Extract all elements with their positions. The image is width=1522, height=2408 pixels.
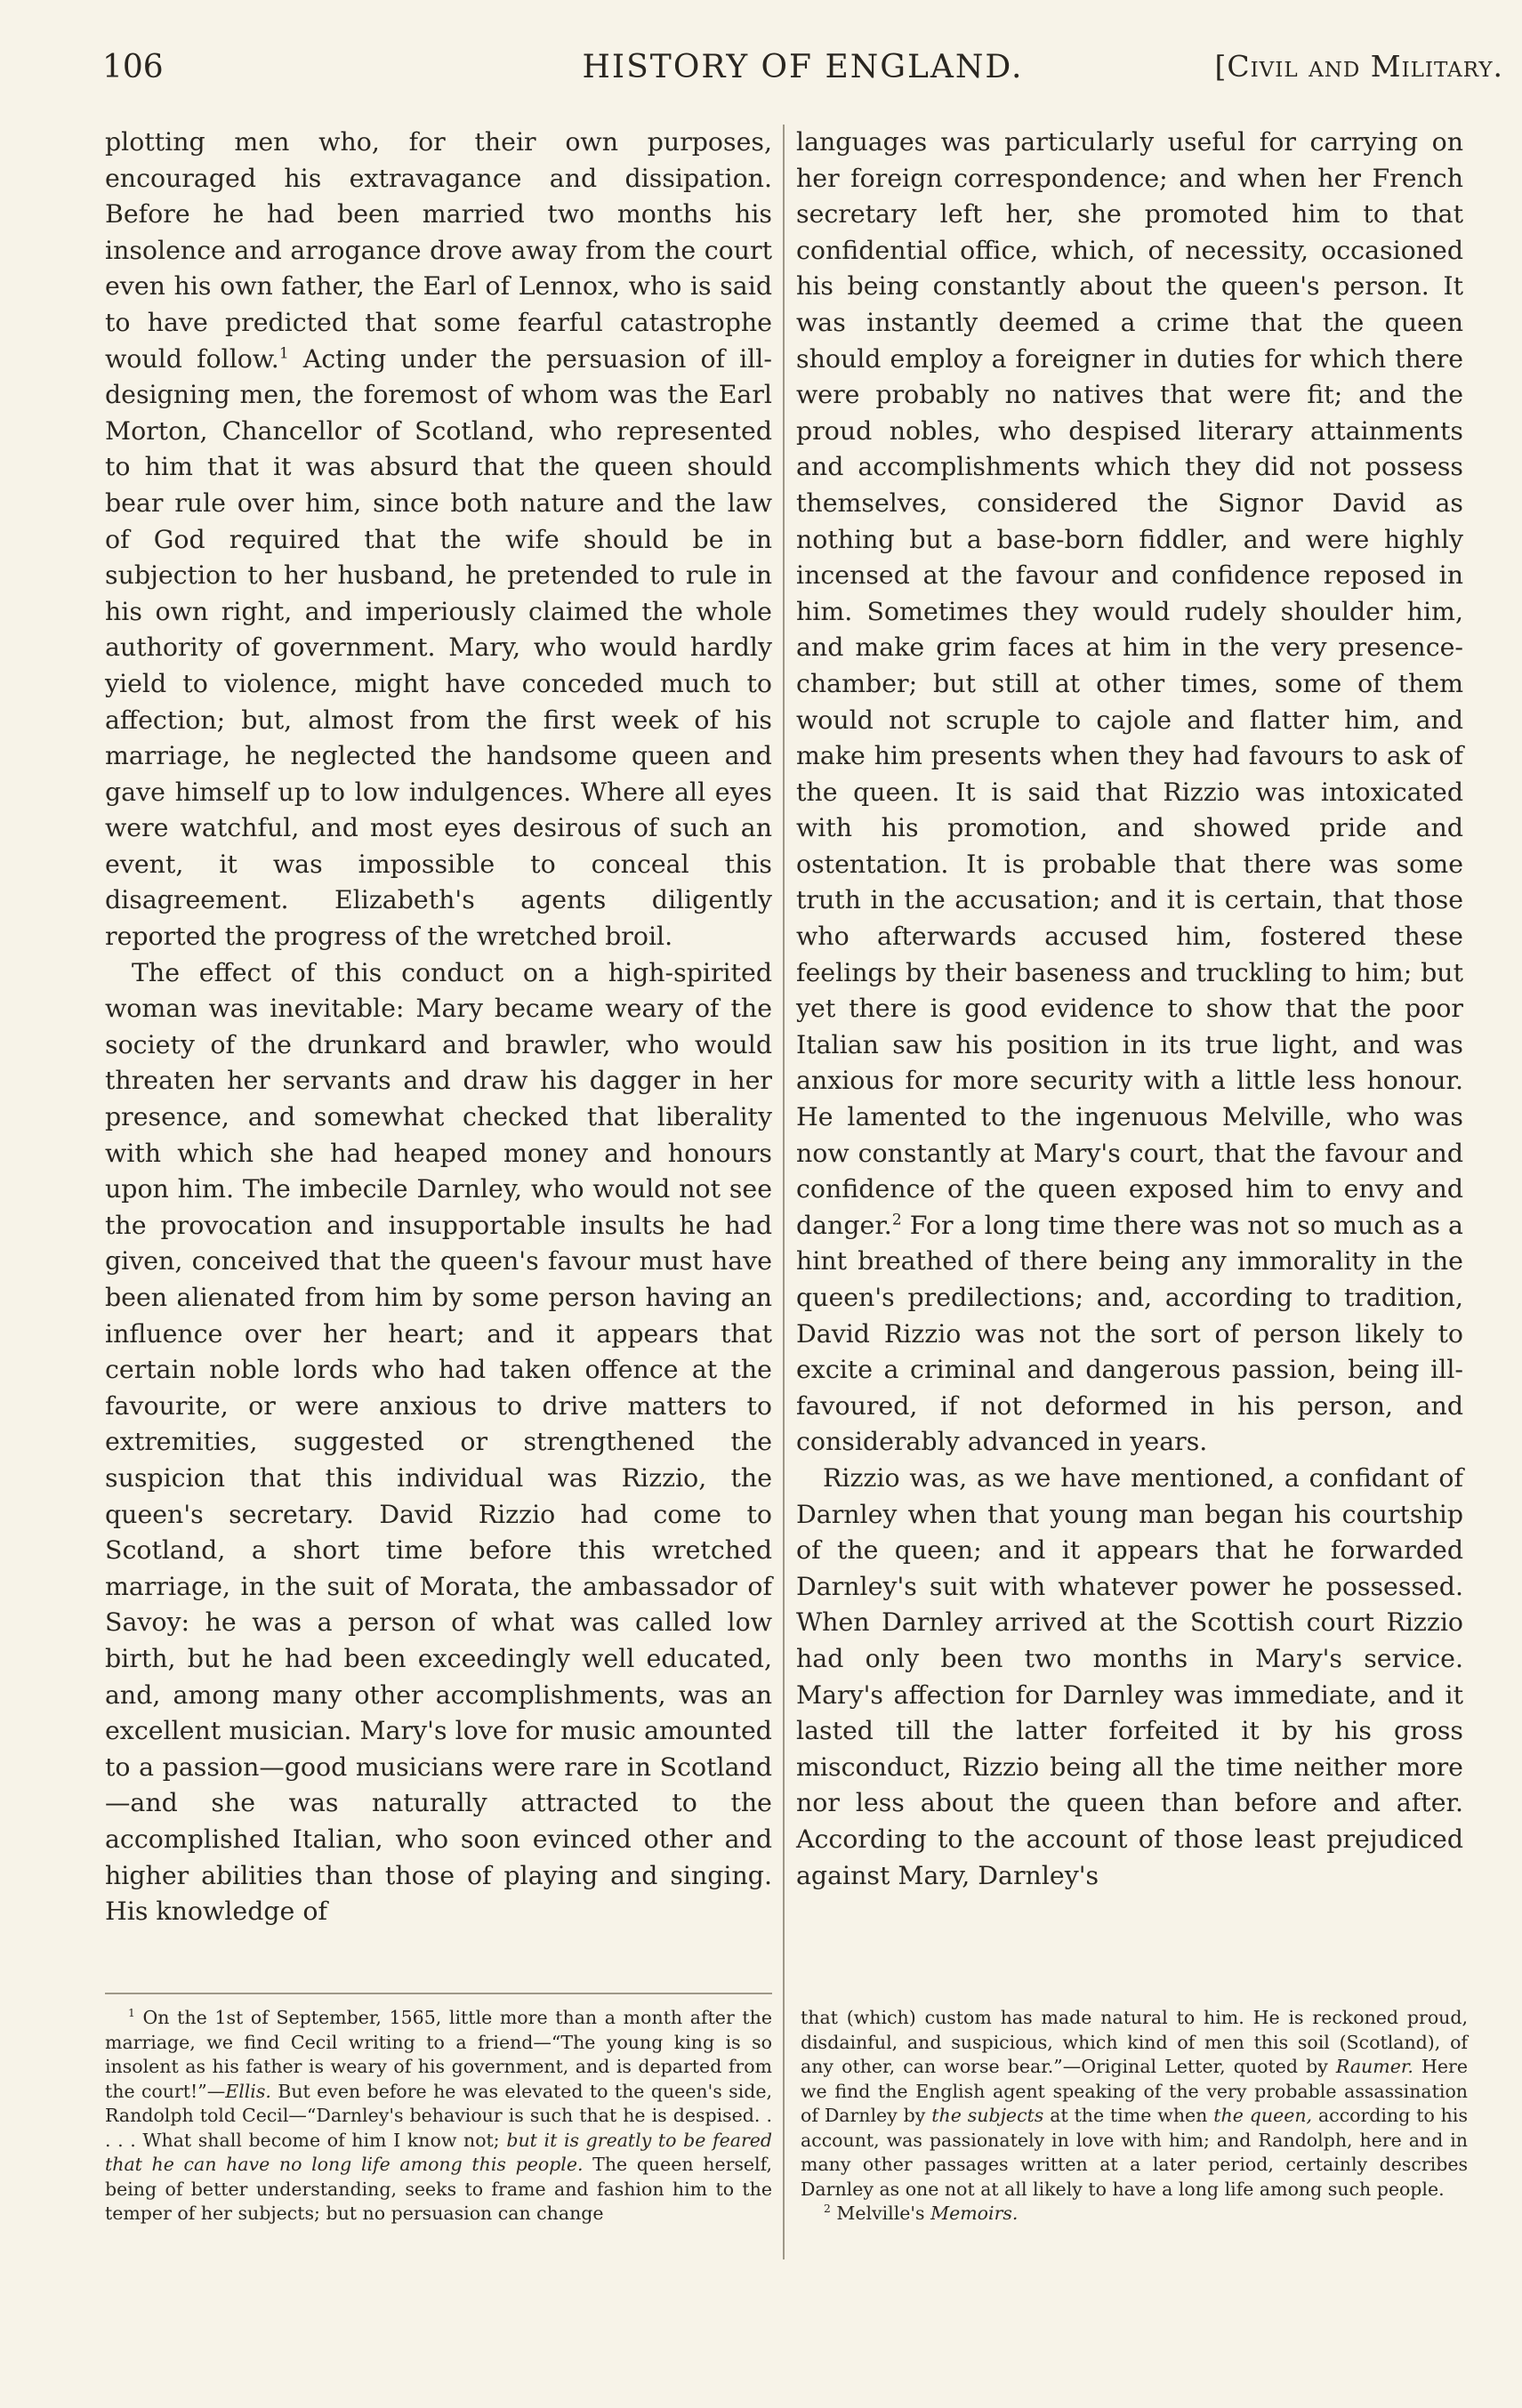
footnotes-left xyxy=(105,2006,772,2227)
footnote-1: $^1$ On the 1st of September, 1565, little more than a month after the marriage, we find Cecil writing to a friend—“The young king is so insolent as his father is weary of his government, and is departed from the court!”—Ellis. But even before he was elevated to the queen's side, Randolph told Cecil—“Darnley's behaviour is such that he is despised. . . . . What shall become of him I know not; but it is greatly to be feared that he can have no long life among this people. The queen herself, being of better understanding, seeks to frame and fashion him to the temper of her subjects; but no persuasion can change xyxy=(105,2007,772,2224)
right-column xyxy=(796,125,1463,1894)
section-label: [Civil and Military. xyxy=(1214,49,1503,84)
running-title: HISTORY OF ENGLAND. xyxy=(582,49,1024,85)
footnote-ref-1[interactable]: 1 xyxy=(278,344,289,363)
footnote-ref-2[interactable]: 2 xyxy=(891,1211,902,1229)
left-paragraph-1: plotting men who, for their own purposes, encouraged his extravagance and dissipation. Before he had been married two months his insolence and arrogance drove away from the court even his own father, the Earl of Lennox, who is said to have predicted that some fearful catastrophe would follow.$^1$ Acting under the persuasion of ill-designing men, the foremost of whom was the Earl Morton, Chancellor of Scotland, who represented to him that it was absurd that the queen should bear rule over him, since both nature and the law of God required that the wife should be in subjection to her husband, he pretended to rule in his own right, and imperiously claimed the whole authority of government. Mary, who would hardly yield to violence, might have conceded much to affection; but, almost from the first week of his marriage, he neglected the handsome queen and gave himself up to low indulgences. Where all eyes were watchful, and most eyes desirous of such an event, it was impossible to conceal this disagreement. Elizabeth's agents diligently reported the progress of the wretched broil. xyxy=(105,127,772,952)
left-paragraph-2: The effect of this conduct on a high-spirited woman was inevitable: Mary became weary of the society of the drunkard and brawler, who would threaten her servants and draw his dagger in her presence, and somewhat checked that liberality with which she had heaped money and honours upon him. The imbecile Darnley, who would not see the provocation and insupportable insults he had given, conceived that the queen's favour must have been alienated from him by some person having an influence over her heart; and it appears that certain noble lords who had taken offence at the favourite, or were anxious to drive matters to extremities, suggested or strengthened the suspicion that this individual was Rizzio, the queen's secretary. David Rizzio had come to Scotland, a short time before this wretched marriage, in the suit of Morata, the ambassador of Savoy: he was a person of what was called low birth, but he had been exceedingly well educated, and, among many other accomplishments, was an excellent musician. Mary's love for music amounted to a passion—good musicians were rare in Scotland—and she was naturally attracted to the accomplished Italian, who soon evinced other and higher abilities than those of playing and singing. His knowledge of xyxy=(105,957,772,1927)
page-number: 106 xyxy=(102,49,164,85)
running-header xyxy=(102,49,1503,93)
footnote-2: $^2$ Melville's Memoirs. xyxy=(824,2203,1019,2224)
column-divider xyxy=(783,125,785,2259)
left-column xyxy=(105,125,772,1930)
footnotes-right xyxy=(801,2006,1468,2227)
footnote-rule xyxy=(105,1993,772,1994)
footnote-1-continued: that (which) custom has made natural to him. He is reckoned proud, disdainful, and suspicious, which kind of men this soil (Scotland), of any other, can worse bear.”—Original Letter, quoted by Raumer. Here we find the English agent speaking of the very probable assassination of Darnley by the subjects at the time when the queen, according to his account, was passionately in love with him; and Randolph, here and in many other passages written at a later period, certainly describes Darnley as one not at all likely to have a long life among such people. xyxy=(801,2007,1468,2200)
right-paragraph-1: languages was particularly useful for carrying on her foreign correspondence; and when her French secretary left her, she promoted him to that confidential office, which, of necessity, occasioned his being constantly about the queen's person. It was instantly deemed a crime that the queen should employ a foreigner in duties for which there were probably no natives that were fit; and the proud nobles, who despised literary attainments and accomplishments which they did not possess themselves, considered the Signor David as nothing but a base-born fiddler, and were highly incensed at the favour and confidence reposed in him. Sometimes they would rudely shoulder him, and make grim faces at him in the very presence-chamber; but still at other times, some of them would not scruple to cajole and flatter him, and make him presents when they had favours to ask of the queen. It is said that Rizzio was intoxicated with his promotion, and showed pride and ostentation. It is probable that there was some truth in the accusation; and it is certain, that those who afterwards accused him, fostered these feelings by their baseness and truckling to him; but yet there is good evidence to show that the poor Italian saw his position in its true light, and was anxious for more security with a little less honour. He lamented to the ingenuous Melville, who was now constantly at Mary's court, that the favour and confidence of the queen exposed him to envy and danger.$^2$ For a long time there was not so much as a hint breathed of there being any immorality in the queen's predilections; and, according to tradition, David Rizzio was not the sort of person likely to excite a criminal and dangerous passion, being ill-favoured, if not deformed in his person, and considerably advanced in years. xyxy=(796,127,1463,1457)
right-paragraph-2: Rizzio was, as we have mentioned, a confidant of Darnley when that young man began his courtship of the queen; and it appears that he forwarded Darnley's suit with whatever power he possessed. When Darnley arrived at the Scottish court Rizzio had only been two months in Mary's service. Mary's affection for Darnley was immediate, and it lasted till the latter forfeited it by his gross misconduct, Rizzio being all the time neither more nor less about the queen than before and after. According to the account of those least prejudiced against Mary, Darnley's xyxy=(796,1462,1463,1890)
